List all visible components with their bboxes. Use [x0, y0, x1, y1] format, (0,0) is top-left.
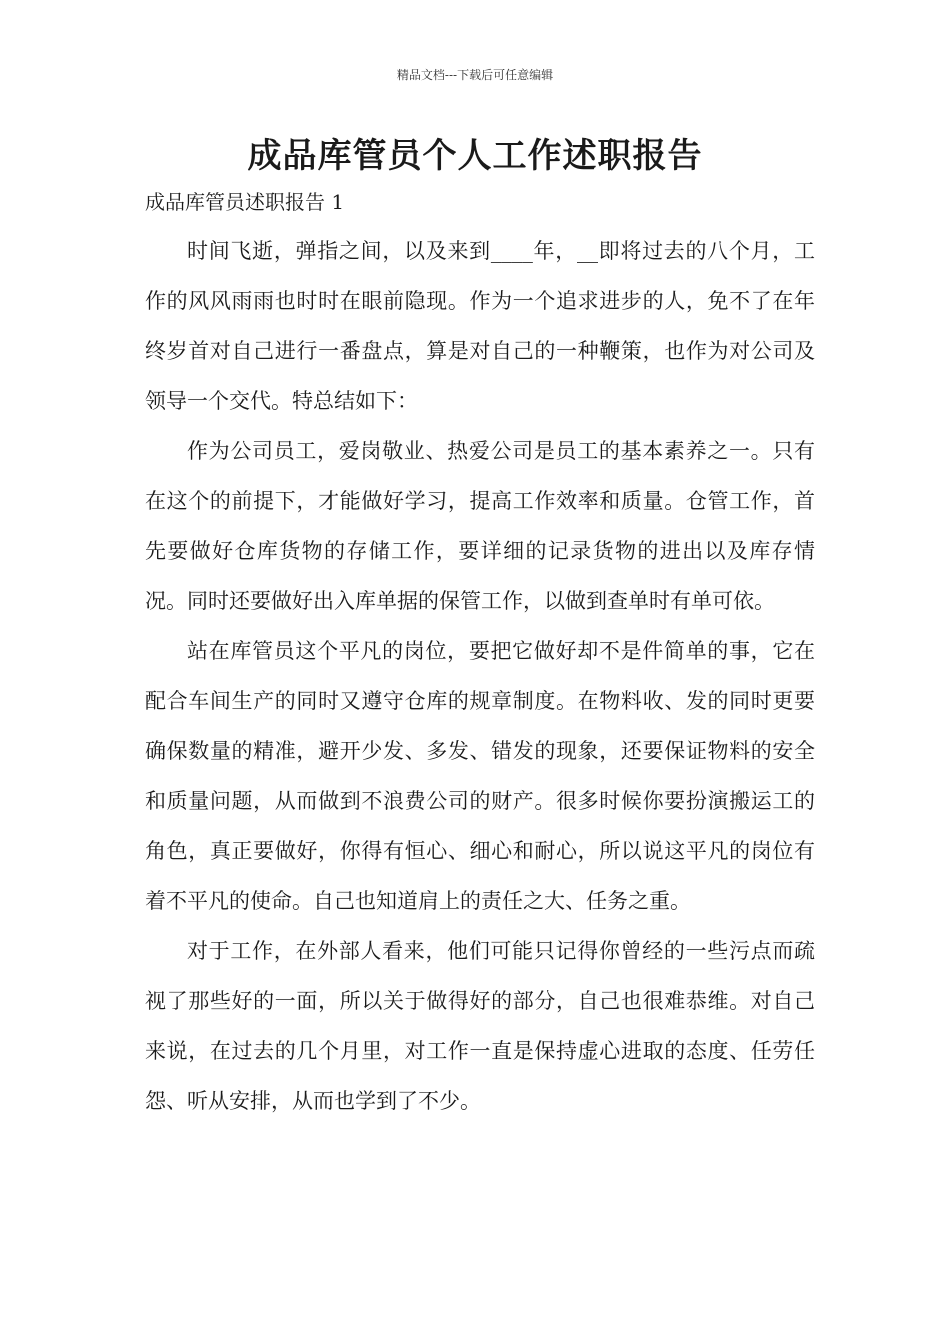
section-subtitle: 成品库管员述职报告 1 [145, 190, 345, 214]
document-title: 成品库管员个人工作述职报告 [247, 136, 703, 176]
paragraph: 站在库管员这个平凡的岗位，要把它做好却不是件简单的事，它在配合车间生产的同时又遵守仓库的规章制度。在物料收、发的同时更要确保数量的精准，避开少发、多发、错发的现象，还要保证物料的安全和质量问题，从而做到不浪费公司的财产。很多时候你要扮演搬运工的角色，真正要做好，你得有恒心、细心和耐心，所以说这平凡的岗位有着不平凡的使命。自己也知道肩上的责任之大、任务之重。 [145, 639, 815, 913]
header-note: 精品文档---下载后可任意编辑 [396, 68, 554, 82]
paragraph: 作为公司员工，爱岗敬业、热爱公司是员工的基本素养之一。只有在这个的前提下，才能做好学习，提高工作效率和质量。仓管工作，首先要做好仓库货物的存储工作，要详细的记录货物的进出以及库存情况。同时还要做好出入库单据的保管工作，以做到查单时有单可依。 [145, 439, 815, 613]
paragraph: 时间飞逝，弹指之间，以及来到____年，__即将过去的八个月，工作的风风雨雨也时时在眼前隐现。作为一个追求进步的人，免不了在年终岁首对自己进行一番盘点，算是对自己的一种鞭策，也作为对公司及领导一个交代。特总结如下： [145, 239, 815, 413]
paragraph: 对于工作，在外部人看来，他们可能只记得你曾经的一些污点而疏视了那些好的一面，所以关于做得好的部分，自己也很难恭维。对自己来说，在过去的几个月里，对工作一直是保持虚心进取的态度、任劳任怨、听从安排，从而也学到了不少。 [145, 939, 815, 1113]
document-body [145, 226, 815, 1126]
